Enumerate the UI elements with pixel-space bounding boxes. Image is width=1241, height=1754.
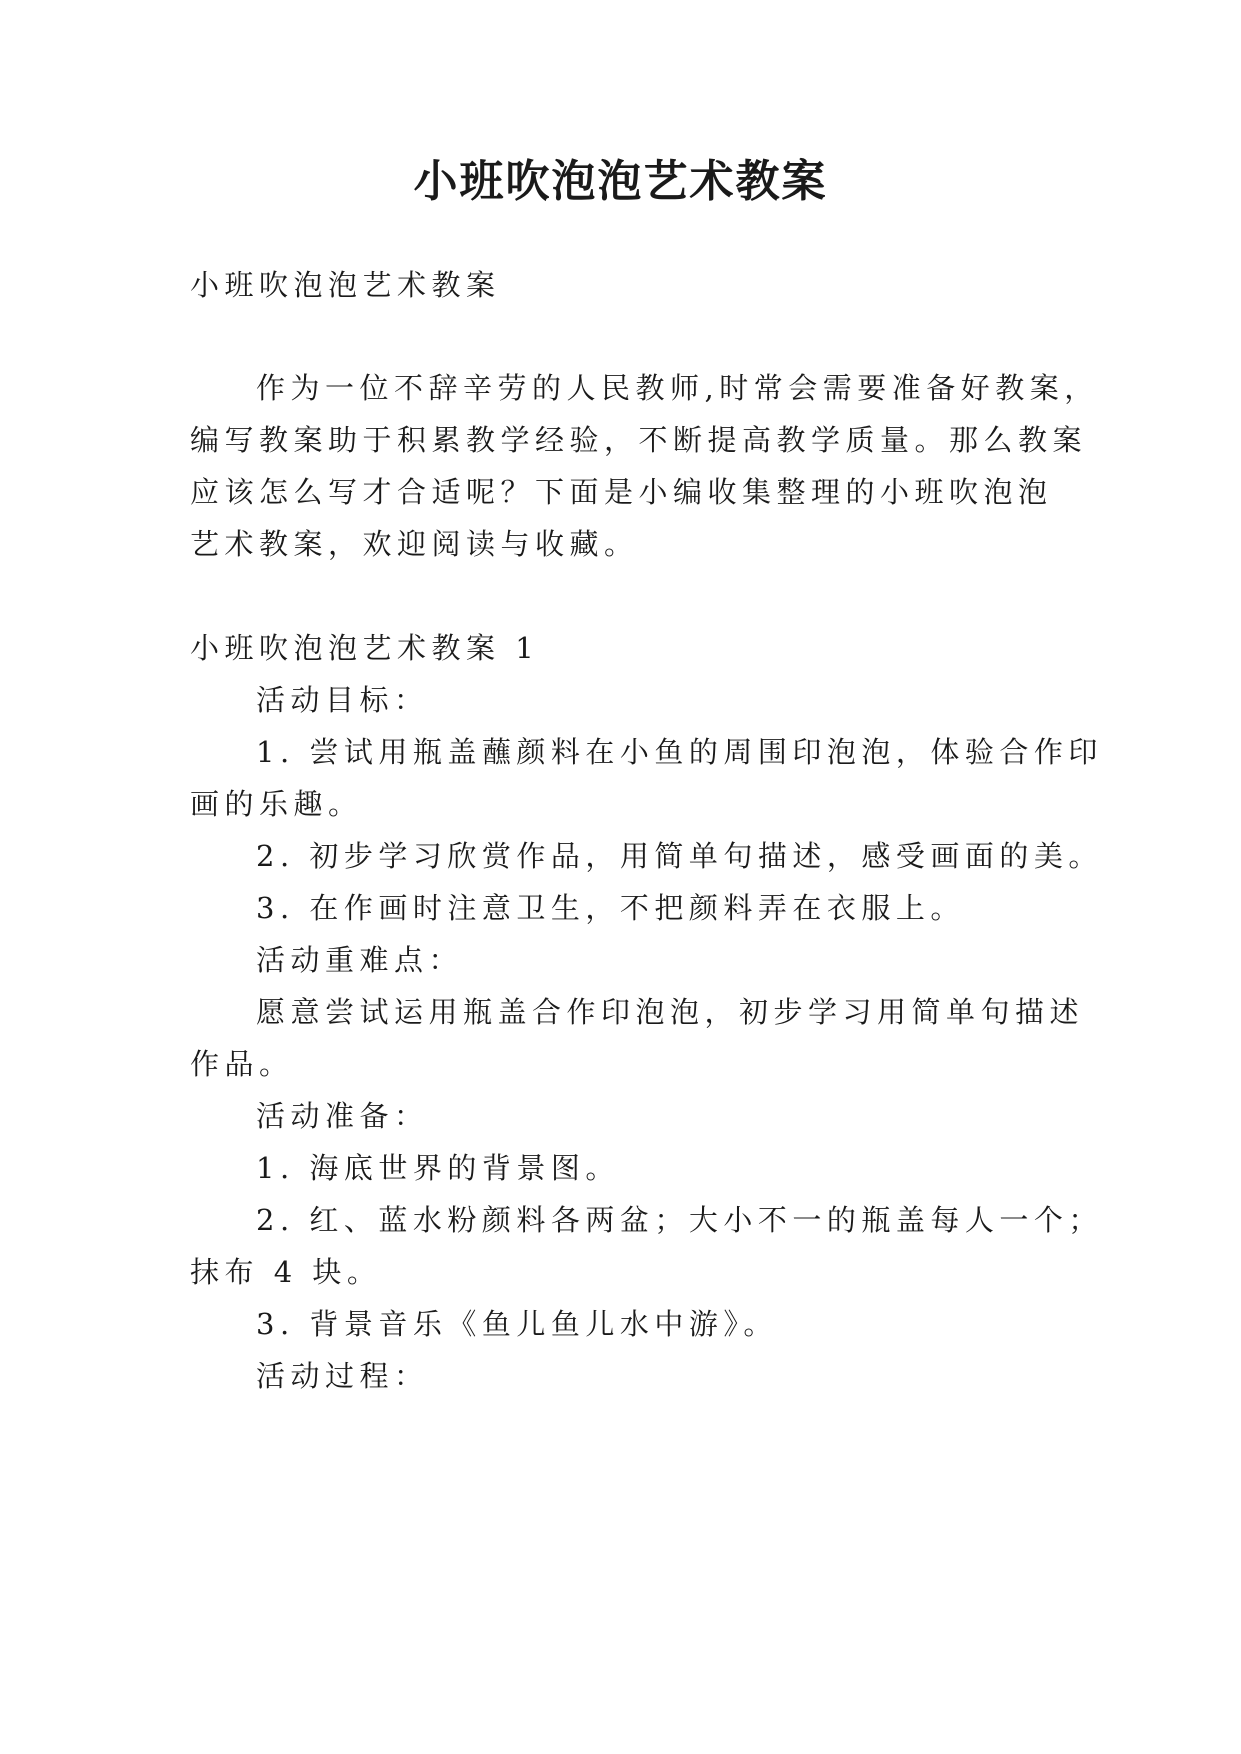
key-point-item: 作品。: [190, 1047, 294, 1081]
goal-item: 3. 在作画时注意卫生，不把颜料弄在衣服上。: [256, 891, 965, 925]
prep-item: 抹布 4 块。: [190, 1255, 382, 1289]
intro-line: 应该怎么写才合适呢？下面是小编收集整理的小班吹泡泡: [190, 475, 1053, 509]
document-subtitle: 小班吹泡泡艺术教案: [190, 268, 501, 302]
key-points-heading: 活动重难点：: [256, 943, 464, 977]
prep-item: 3. 背景音乐《鱼儿鱼儿水中游》。: [256, 1307, 778, 1341]
intro-line: 编写教案助于积累教学经验，不断提高教学质量。那么教案: [190, 423, 1088, 457]
prep-heading: 活动准备：: [256, 1099, 429, 1133]
prep-item: 2. 红、蓝水粉颜料各两盆；大小不一的瓶盖每人一个；: [256, 1203, 1103, 1237]
goal-item: 1. 尝试用瓶盖蘸颜料在小鱼的周围印泡泡，体验合作印: [256, 735, 1103, 769]
process-heading: 活动过程：: [256, 1359, 429, 1393]
goals-heading: 活动目标：: [256, 683, 429, 717]
section-title: 小班吹泡泡艺术教案 1: [190, 631, 540, 665]
intro-line: 艺术教案，欢迎阅读与收藏。: [190, 527, 639, 561]
document-title: 小班吹泡泡艺术教案: [413, 156, 828, 207]
goal-item: 2. 初步学习欣赏作品，用简单句描述，感受画面的美。: [256, 839, 1103, 873]
prep-item: 1. 海底世界的背景图。: [256, 1151, 620, 1185]
goal-item: 画的乐趣。: [190, 787, 363, 821]
key-point-item: 愿意尝试运用瓶盖合作印泡泡，初步学习用简单句描述: [256, 995, 1085, 1029]
intro-line: 作为一位不辞辛劳的人民教师,时常会需要准备好教案，: [256, 371, 1099, 405]
